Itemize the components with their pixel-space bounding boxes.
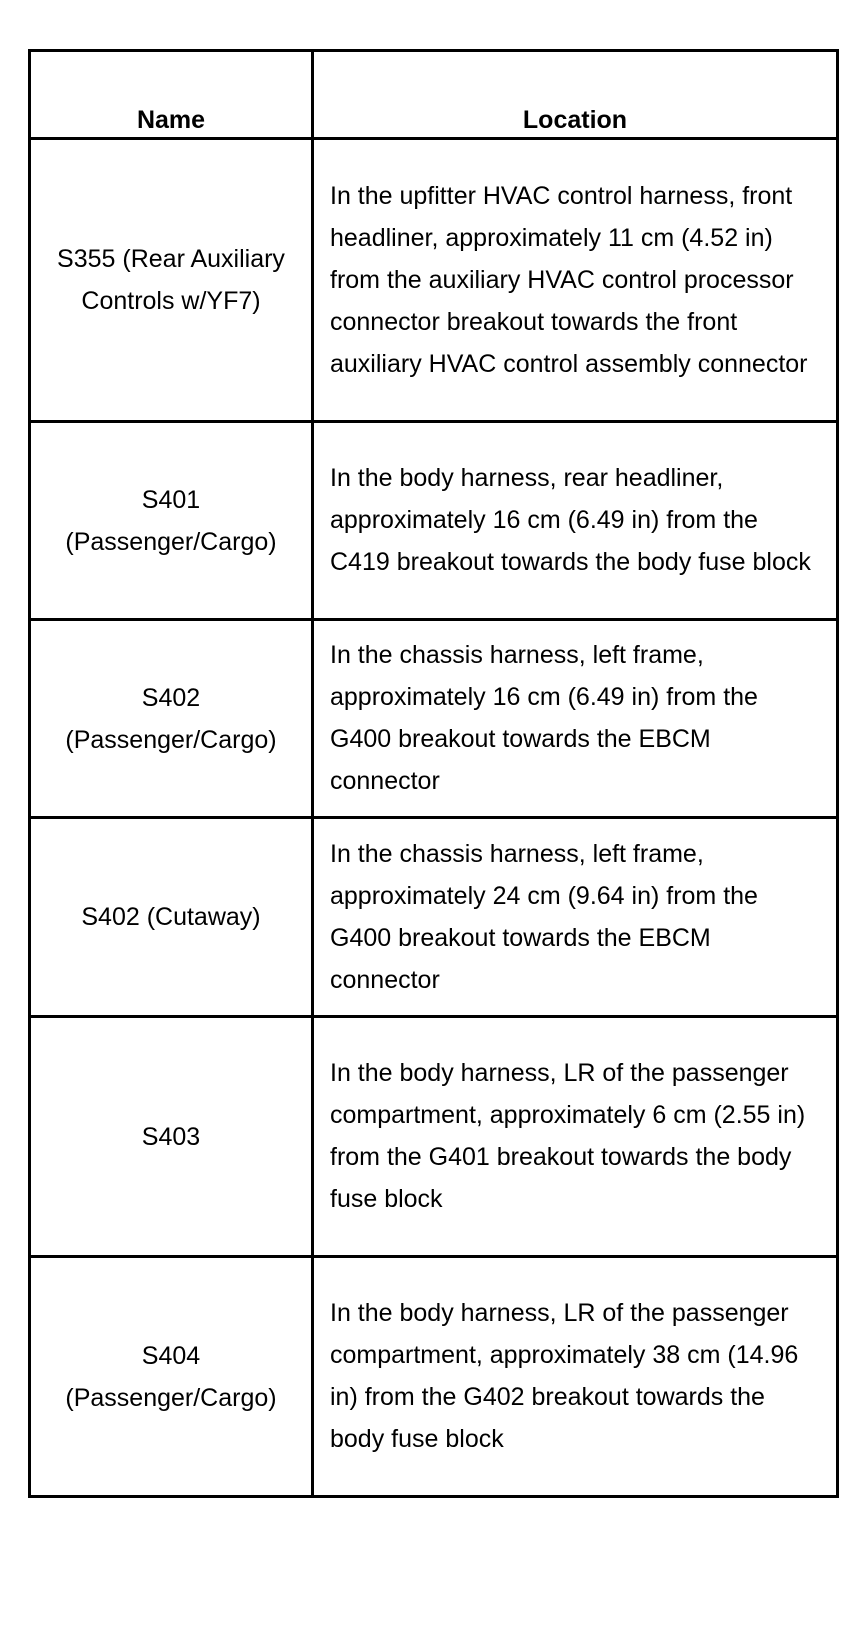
splice-name-cell: S355 (Rear Auxiliary Controls w/YF7) [30, 139, 313, 422]
table-row [30, 139, 838, 422]
table-row [30, 1257, 838, 1497]
splice-location-cell: In the upfitter HVAC control harness, front headliner, approximately 11 cm (4.52 in) from the auxiliary HVAC control processor connector breakout towards the front auxiliary HVAC control assembly connector [313, 139, 838, 422]
splice-name-cell: S401 (Passenger/Cargo) [30, 422, 313, 620]
splice-name-cell: S403 [30, 1017, 313, 1257]
splice-location-cell: In the chassis harness, left frame, approximately 16 cm (6.49 in) from the G400 breakout towards the EBCM connector [313, 620, 838, 818]
table-row [30, 1017, 838, 1257]
splice-name-cell: S402 (Passenger/Cargo) [30, 620, 313, 818]
splice-location-cell: In the body harness, rear headliner, approximately 16 cm (6.49 in) from the C419 breakout towards the body fuse block [313, 422, 838, 620]
splice-name-cell: S404 (Passenger/Cargo) [30, 1257, 313, 1497]
table-row [30, 620, 838, 818]
header-row [30, 51, 838, 139]
splice-location-cell: In the body harness, LR of the passenger compartment, approximately 38 cm (14.96 in) from the G402 breakout towards the body fuse block [313, 1257, 838, 1497]
table-body [30, 139, 838, 1497]
table-row [30, 422, 838, 620]
splice-name-cell: S402 (Cutaway) [30, 818, 313, 1017]
splice-location-cell: In the body harness, LR of the passenger compartment, approximately 6 cm (2.55 in) from the G401 breakout towards the body fuse block [313, 1017, 838, 1257]
splice-location-cell: In the chassis harness, left frame, approximately 24 cm (9.64 in) from the G400 breakout towards the EBCM connector [313, 818, 838, 1017]
column-header-location: Location [313, 51, 838, 139]
table-header [30, 51, 838, 139]
table-row [30, 818, 838, 1017]
column-header-name: Name [30, 51, 313, 139]
splice-location-table [28, 49, 839, 1498]
